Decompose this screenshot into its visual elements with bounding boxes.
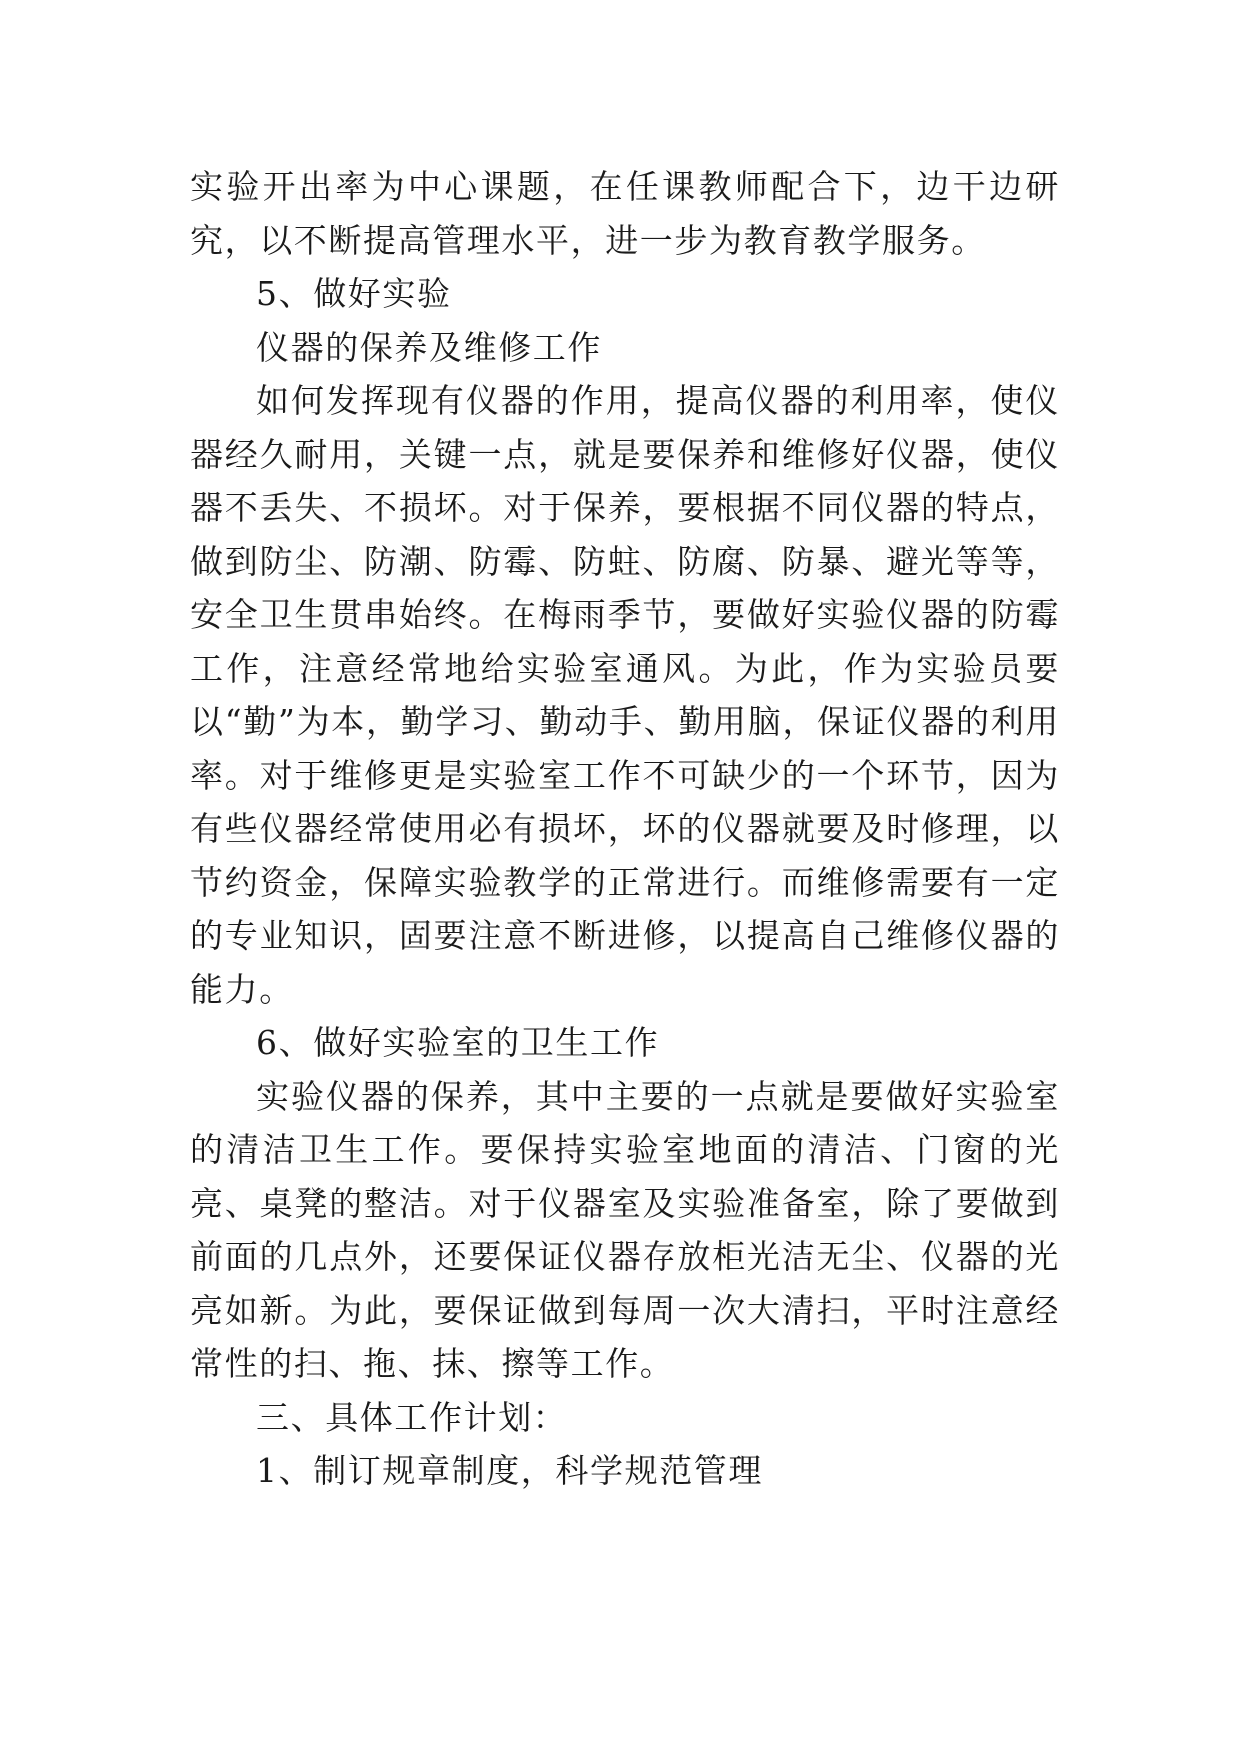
paragraph-continuation: 实验开出率为中心课题，在任课教师配合下，边干边研究，以不断提高管理水平，进一步为教育教学服务。: [190, 167, 1060, 260]
document-body: [190, 160, 1060, 1498]
paragraph-lab-hygiene: 实验仪器的保养，其中主要的一点就是要做好实验室的清洁卫生工作。要保持实验室地面的清洁、门窗的光亮、桌凳的整洁。对于仪器室及实验准备室，除了要做到前面的几点外，还要保证仪器存放柜光洁无尘、仪器的光亮如新。为此，要保证做到每周一次大清扫，平时注意经常性的扫、拖、抹、擦等工作。: [190, 1076, 1060, 1383]
paragraph-instrument-maintenance: 如何发挥现有仪器的作用，提高仪器的利用率，使仪器经久耐用，关键一点，就是要保养和维修好仪器，使仪器不丢失、不损坏。对于保养，要根据不同仪器的特点，做到防尘、防潮、防霉、防蛀、防腐、防暴、避光等等，安全卫生贯串始终。在梅雨季节，要做好实验仪器的防霉工作，注意经常地给实验室通风。为此，作为实验员要以“勤”为本，勤学习、勤动手、勤用脑，保证仪器的利用率。对于维修更是实验室工作不可缺少的一个环节，因为有些仪器经常使用必有损坏，坏的仪器就要及时修理，以节约资金，保障实验教学的正常进行。而维修需要有一定的专业知识，固要注意不断进修，以提高自己维修仪器的能力。: [190, 381, 1060, 1009]
section-heading-3: 三、具体工作计划：: [256, 1397, 568, 1437]
section-heading-5: 5、做好实验: [256, 274, 452, 313]
subsection-heading-1: 1、制订规章制度，科学规范管理: [256, 1451, 763, 1490]
section-heading-5-continued: 仪器的保养及维修工作: [256, 327, 602, 367]
section-heading-6: 6、做好实验室的卫生工作: [256, 1023, 660, 1062]
